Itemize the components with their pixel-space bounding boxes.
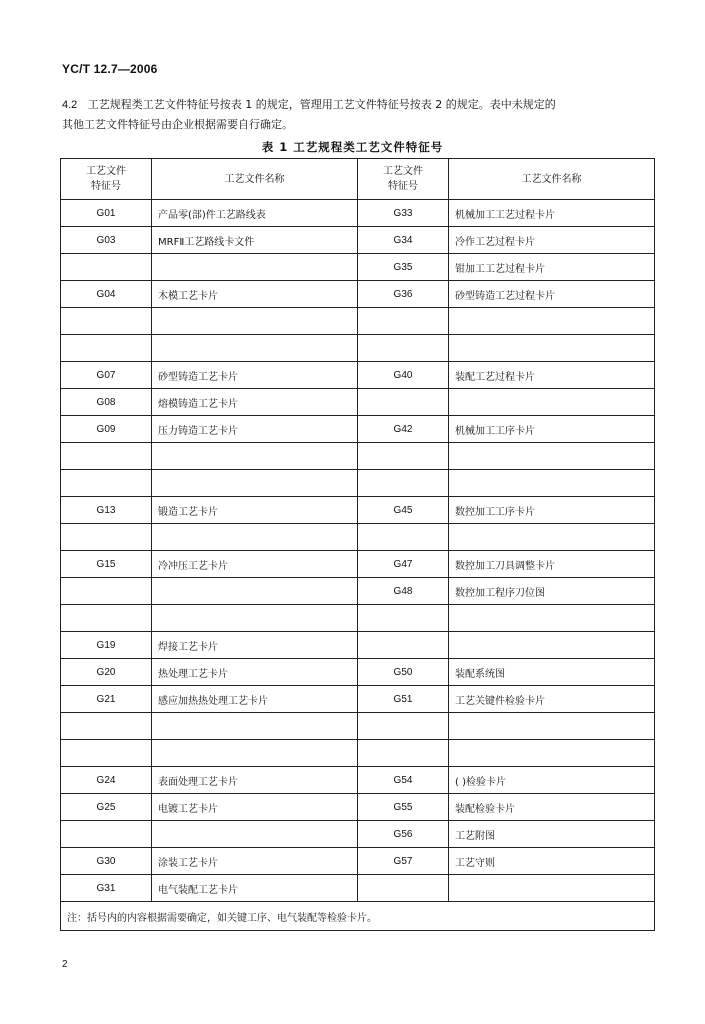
right-name-cell: 工艺守则: [449, 848, 655, 875]
table-row: [61, 578, 655, 605]
left-code-cell: [61, 443, 152, 470]
right-name-cell: [449, 335, 655, 362]
table-row: [61, 659, 655, 686]
left-code-cell: G08: [61, 389, 152, 416]
left-code-cell: G01: [61, 200, 152, 227]
left-name-cell: 表面处理工艺卡片: [152, 767, 358, 794]
table-row: [61, 443, 655, 470]
right-name-cell: 工艺关键件检验卡片: [449, 686, 655, 713]
right-name-cell: [449, 605, 655, 632]
left-name-cell: 砂型铸造工艺卡片: [152, 362, 358, 389]
left-name-cell: [152, 578, 358, 605]
right-name-cell: 装配工艺过程卡片: [449, 362, 655, 389]
left-code-cell: G21: [61, 686, 152, 713]
paragraph-text-1: 工艺规程类工艺文件特征号按表 1 的规定，管理用工艺文件特征号按表 2 的规定。表中未规定的: [87, 98, 556, 111]
right-code-cell: G51: [358, 686, 449, 713]
left-code-cell: [61, 308, 152, 335]
right-code-cell: [358, 335, 449, 362]
table-row: [61, 335, 655, 362]
left-code-cell: [61, 821, 152, 848]
left-name-cell: [152, 443, 358, 470]
right-name-cell: [449, 308, 655, 335]
right-name-cell: [449, 632, 655, 659]
table-row: [61, 686, 655, 713]
right-name-cell: [449, 740, 655, 767]
left-name-cell: 压力铸造工艺卡片: [152, 416, 358, 443]
table-header-row: [61, 159, 655, 200]
table-row: [61, 470, 655, 497]
right-code-cell: G57: [358, 848, 449, 875]
right-code-cell: G40: [358, 362, 449, 389]
header-code-right: 工艺文件 特征号: [358, 159, 449, 200]
left-code-cell: G04: [61, 281, 152, 308]
table-row: [61, 740, 655, 767]
right-code-cell: G54: [358, 767, 449, 794]
table-row: [61, 713, 655, 740]
table-row: [61, 821, 655, 848]
table-row: [61, 200, 655, 227]
right-code-cell: G36: [358, 281, 449, 308]
left-code-cell: G03: [61, 227, 152, 254]
left-code-cell: G24: [61, 767, 152, 794]
left-code-cell: G20: [61, 659, 152, 686]
left-code-cell: [61, 470, 152, 497]
right-name-cell: [449, 389, 655, 416]
right-name-cell: [449, 524, 655, 551]
right-code-cell: G35: [358, 254, 449, 281]
left-name-cell: 熔模铸造工艺卡片: [152, 389, 358, 416]
table-row: [61, 308, 655, 335]
table-row: [61, 227, 655, 254]
left-code-cell: [61, 254, 152, 281]
table-row: [61, 362, 655, 389]
right-code-cell: G33: [358, 200, 449, 227]
left-name-cell: [152, 335, 358, 362]
left-code-cell: G15: [61, 551, 152, 578]
table-row: [61, 875, 655, 902]
left-code-cell: [61, 740, 152, 767]
right-code-cell: G42: [358, 416, 449, 443]
right-name-cell: 装配检验卡片: [449, 794, 655, 821]
right-name-cell: [449, 875, 655, 902]
right-name-cell: [449, 713, 655, 740]
right-code-cell: [358, 875, 449, 902]
left-name-cell: [152, 740, 358, 767]
table-row: [61, 416, 655, 443]
paragraph-line-2: 其他工艺文件特征号由企业根据需要自行确定。: [62, 118, 293, 131]
right-name-cell: 工艺附图: [449, 821, 655, 848]
left-name-cell: 锻造工艺卡片: [152, 497, 358, 524]
right-name-cell: 装配系统图: [449, 659, 655, 686]
left-name-cell: [152, 470, 358, 497]
right-name-cell: 数控加工程序刀位图: [449, 578, 655, 605]
table-note: 注：括号内的内容根据需要确定，如关键工序、电气装配等检验卡片。: [61, 902, 655, 931]
left-name-cell: 焊接工艺卡片: [152, 632, 358, 659]
right-name-cell: 冷作工艺过程卡片: [449, 227, 655, 254]
right-name-cell: 机械加工工艺过程卡片: [449, 200, 655, 227]
right-name-cell: [449, 443, 655, 470]
paragraph-line-1: [62, 95, 652, 115]
left-name-cell: [152, 713, 358, 740]
right-name-cell: 数控加工刀具调整卡片: [449, 551, 655, 578]
left-name-cell: [152, 605, 358, 632]
table-row: [61, 551, 655, 578]
left-name-cell: 电镀工艺卡片: [152, 794, 358, 821]
right-code-cell: G50: [358, 659, 449, 686]
right-code-cell: [358, 740, 449, 767]
right-code-cell: G45: [358, 497, 449, 524]
right-name-cell: 钳加工工艺过程卡片: [449, 254, 655, 281]
right-code-cell: G34: [358, 227, 449, 254]
header-code-left: 工艺文件 特征号: [61, 159, 152, 200]
right-code-cell: [358, 632, 449, 659]
right-code-cell: G48: [358, 578, 449, 605]
left-code-cell: [61, 524, 152, 551]
right-name-cell: [449, 470, 655, 497]
header-name-right: 工艺文件名称: [449, 159, 655, 200]
left-code-cell: G30: [61, 848, 152, 875]
left-code-cell: G19: [61, 632, 152, 659]
table-row: [61, 281, 655, 308]
page-number: 2: [62, 959, 68, 970]
right-name-cell: ( )检验卡片: [449, 767, 655, 794]
left-name-cell: [152, 308, 358, 335]
left-name-cell: [152, 254, 358, 281]
right-name-cell: 机械加工工序卡片: [449, 416, 655, 443]
clause-paragraph: [62, 95, 652, 134]
left-name-cell: 感应加热热处理工艺卡片: [152, 686, 358, 713]
table-row: [61, 632, 655, 659]
table-body: [61, 200, 655, 902]
left-code-cell: G31: [61, 875, 152, 902]
left-code-cell: [61, 605, 152, 632]
left-code-cell: [61, 578, 152, 605]
right-code-cell: [358, 308, 449, 335]
table-note-row: [61, 902, 655, 931]
right-code-cell: [358, 443, 449, 470]
left-name-cell: [152, 821, 358, 848]
right-code-cell: [358, 713, 449, 740]
table-row: [61, 767, 655, 794]
header-name-left: 工艺文件名称: [152, 159, 358, 200]
right-code-cell: G55: [358, 794, 449, 821]
right-code-cell: G56: [358, 821, 449, 848]
table-row: [61, 254, 655, 281]
right-code-cell: G47: [358, 551, 449, 578]
table-row: [61, 848, 655, 875]
left-code-cell: [61, 335, 152, 362]
left-name-cell: MRFⅡ工艺路线卡文件: [152, 227, 358, 254]
left-name-cell: 冷冲压工艺卡片: [152, 551, 358, 578]
right-code-cell: [358, 524, 449, 551]
right-name-cell: 数控加工工序卡片: [449, 497, 655, 524]
standard-number: YC/T 12.7—2006: [62, 62, 158, 76]
clause-number: 4.2: [62, 99, 78, 111]
right-code-cell: [358, 605, 449, 632]
table-row: [61, 497, 655, 524]
feature-code-table: [60, 158, 655, 931]
right-code-cell: [358, 470, 449, 497]
table-caption: 表 1 工艺规程类工艺文件特征号: [261, 140, 444, 154]
left-name-cell: 涂装工艺卡片: [152, 848, 358, 875]
left-name-cell: 热处理工艺卡片: [152, 659, 358, 686]
table-row: [61, 524, 655, 551]
left-name-cell: 产品零(部)件工艺路线表: [152, 200, 358, 227]
right-name-cell: 砂型铸造工艺过程卡片: [449, 281, 655, 308]
right-code-cell: [358, 389, 449, 416]
left-code-cell: G13: [61, 497, 152, 524]
left-name-cell: 电气装配工艺卡片: [152, 875, 358, 902]
table-row: [61, 794, 655, 821]
table-row: [61, 389, 655, 416]
left-name-cell: 木模工艺卡片: [152, 281, 358, 308]
table-row: [61, 605, 655, 632]
left-code-cell: G07: [61, 362, 152, 389]
left-code-cell: [61, 713, 152, 740]
left-code-cell: G25: [61, 794, 152, 821]
left-name-cell: [152, 524, 358, 551]
left-code-cell: G09: [61, 416, 152, 443]
